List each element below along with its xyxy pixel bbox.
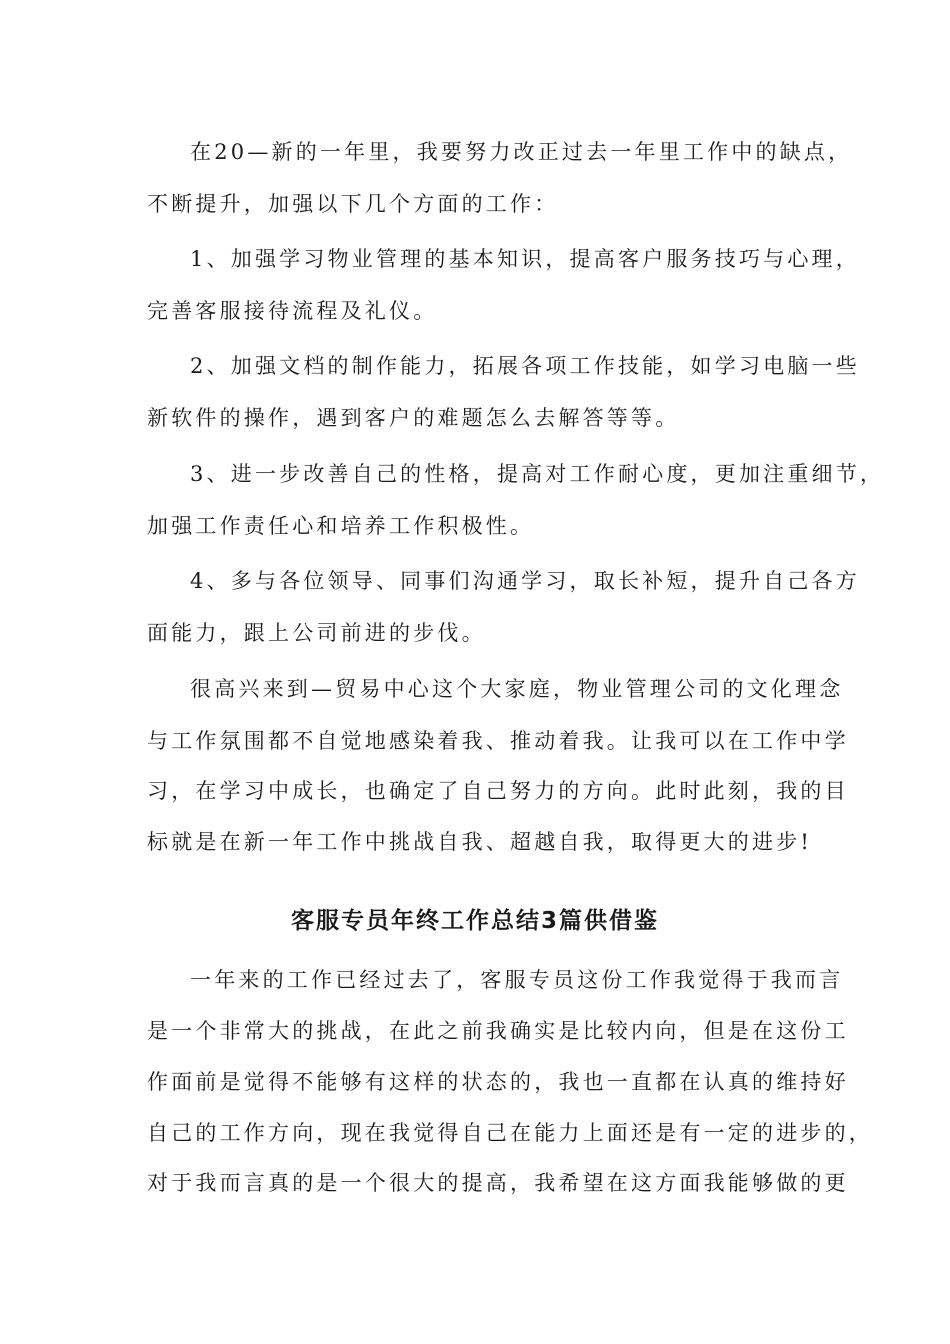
list-item-line: 1、加强学习物业管理的基本知识，提高客户服务技巧与心理， [190,247,860,271]
paragraph-line: 很高兴来到—贸易中心这个大家庭，物业管理公司的文化理念 [190,677,844,701]
paragraph-line: 标就是在新一年工作中挑战自我、超越自我，取得更大的进步! [147,830,813,854]
list-item-line: 4、多与各位领导、同事们沟通学习，取长补短，提升自己各方 [190,569,860,593]
paragraph-line: 一年来的工作已经过去了，客服专员这份工作我觉得于我而言 [190,968,844,992]
paragraph-line: 作面前是觉得不能够有这样的状态的，我也一直都在认真的维持好 [147,1070,849,1094]
paragraph-line: 习，在学习中成长，也确定了自己努力的方向。此时此刻，我的目 [147,779,849,803]
paragraph-line: 在20—新的一年里，我要努力改正过去一年里工作中的缺点， [190,140,853,164]
paragraph-line: 对于我而言真的是一个很大的提高，我希望在这方面我能够做的更 [147,1171,849,1195]
list-item-line: 加强工作责任心和培养工作积极性。 [147,514,535,538]
section-heading: 客服专员年终工作总结3篇供借鉴 [290,908,659,934]
list-item-line: 新软件的操作，遇到客户的难题怎么去解答等等。 [147,406,680,430]
list-item-line: 3、进一步改善自己的性格，提高对工作耐心度，更加注重细节， [190,462,885,486]
paragraph-line: 不断提升，加强以下几个方面的工作： [147,192,559,216]
paragraph-line: 与工作氛围都不自觉地感染着我、推动着我。让我可以在工作中学 [147,729,849,753]
list-item-line: 完善客服接待流程及礼仪。 [147,299,438,323]
paragraph-line: 自己的工作方向，现在我觉得自己在能力上面还是有一定的进步的， [147,1121,873,1145]
list-item-line: 面能力，跟上公司前进的步伐。 [147,621,486,645]
paragraph-line: 是一个非常大的挑战，在此之前我确实是比较内向，但是在这份工 [147,1019,849,1043]
list-item-line: 2、加强文档的制作能力，拓展各项工作技能，如学习电脑一些 [190,354,860,378]
